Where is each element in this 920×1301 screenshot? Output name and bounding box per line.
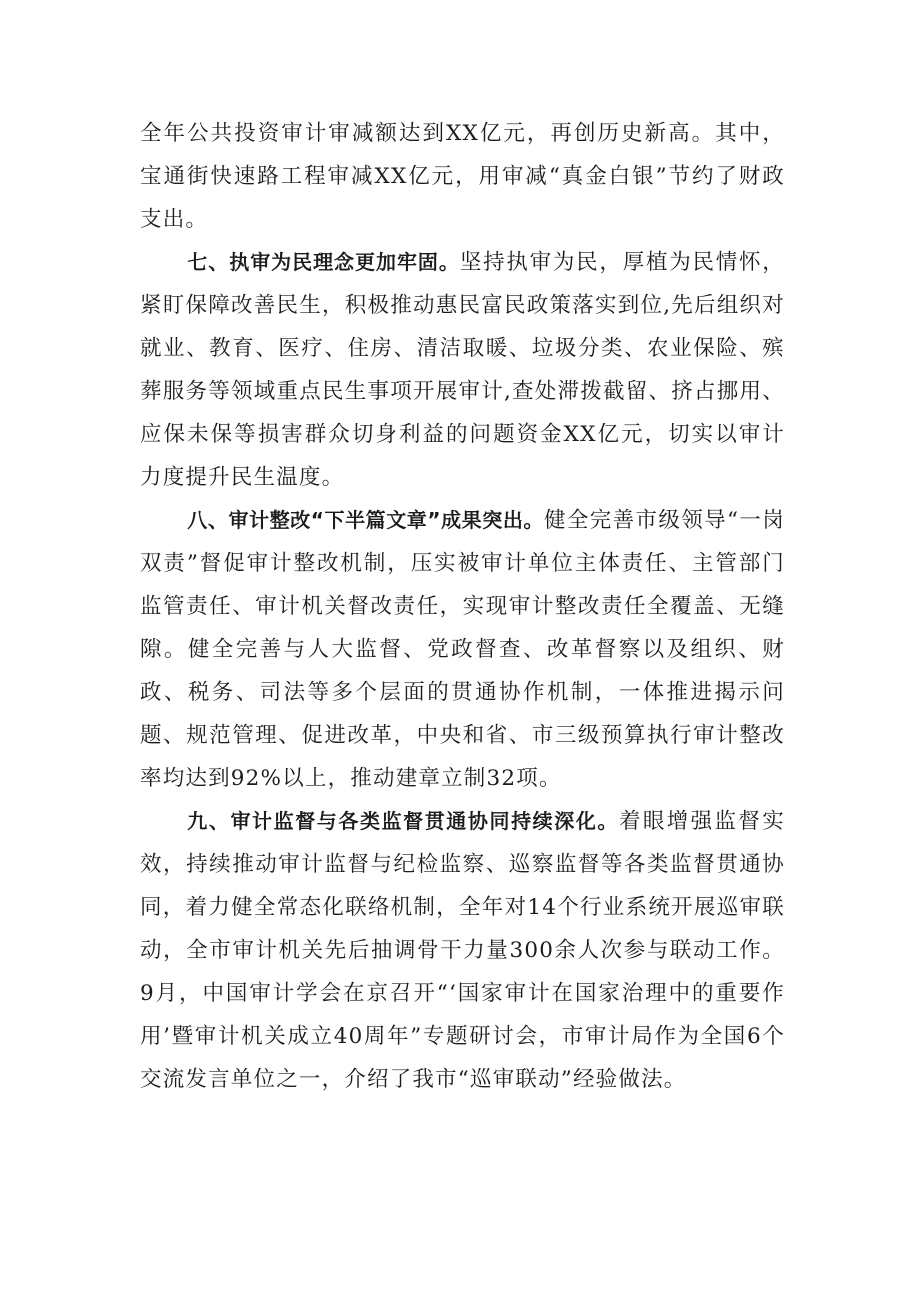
paragraph-body: 健全完善市级领导“一岗双责”督促审计整改机制，压实被审计单位主体责任、主管部门监管责任、审计机关督改责任，实现审计整改责任全覆盖、无缝隙。健全完善与人大监督、党政督查、改革督察以及组织、财政、税务、司法等多个层面的贯通协作机制，一体推进揭示问题、规范管理、促进改革，中央和省、市三级预算执行审计整改率均达到92%以上，推动建章立制32项。 xyxy=(140,508,785,791)
paragraph-body: 全年公共投资审计审减额达到XX亿元，再创历史新高。其中，宝通街快速路工程审减XX亿元，用审减“真金白银”节约了财政支出。 xyxy=(140,121,785,232)
paragraph-body: 坚持执审为民，厚植为民情怀，紧盯保障改善民生，积极推动惠民富民政策落实到位,先后组织对就业、教育、医疗、住房、清洁取暖、垃圾分类、农业保险、殡葬服务等领域重点民生事项开展审计,查处滞拨截留、挤占挪用、应保未保等损害群众切身利益的问题资金XX亿元，切实以审计力度提升民生温度。 xyxy=(140,250,785,490)
paragraph-section-8 xyxy=(140,499,785,800)
section-heading-8: 八、审计整改“下半篇文章”成果突出。 xyxy=(187,508,544,532)
paragraph-section-9 xyxy=(140,800,785,1101)
paragraph-investment-audit xyxy=(140,112,785,241)
document-body xyxy=(140,112,785,1101)
paragraph-body: 着眼增强监督实效，持续推动审计监督与纪检监察、巡察监督等各类监督贯通协同，着力健全常态化联络机制，全年对14个行业系统开展巡审联动，全市审计机关先后抽调骨干力量300余人次参与联动工作。9月，中国审计学会在京召开“‘国家审计在国家治理中的重要作用’暨审计机关成立40周年”专题研讨会，市审计局作为全国6个交流发言单位之一，介绍了我市“巡审联动”经验做法。 xyxy=(140,809,786,1092)
section-heading-9: 九、审计监督与各类监督贯通协同持续深化。 xyxy=(187,809,619,833)
section-heading-7: 七、执审为民理念更加牢固。 xyxy=(187,250,460,274)
paragraph-section-7 xyxy=(140,241,785,499)
